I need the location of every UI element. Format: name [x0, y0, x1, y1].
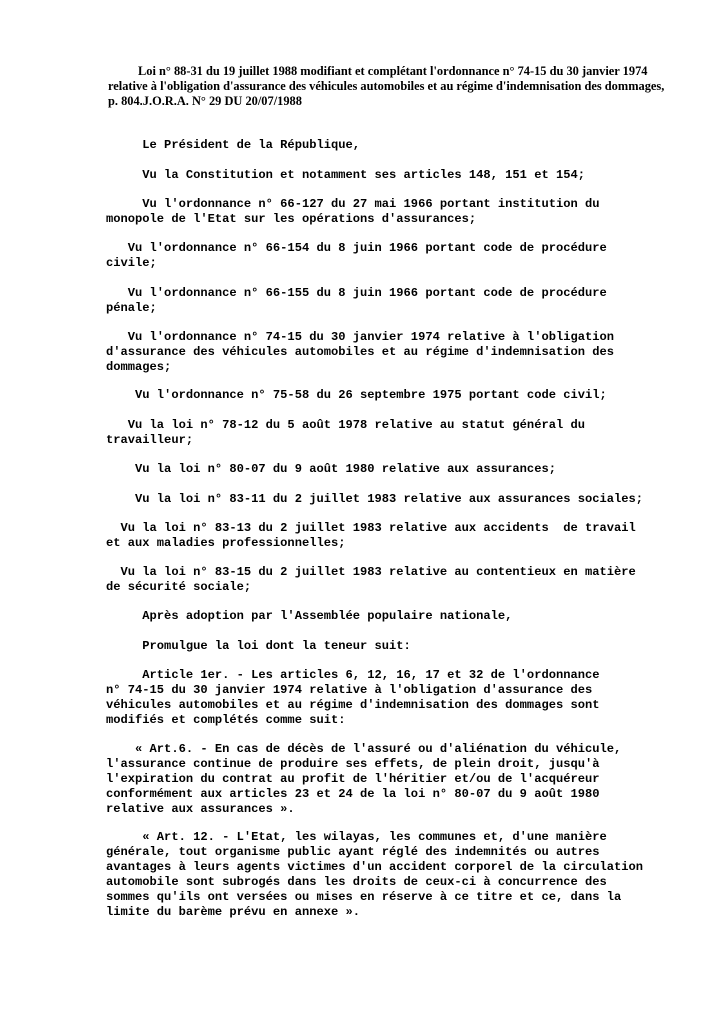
paragraph-loi-80-07 [106, 462, 696, 477]
text-line: n° 74-15 du 30 janvier 1974 relative à l'obligation d'assurance des [106, 683, 593, 697]
text-line: Vu la loi n° 83-13 du 2 juillet 1983 relative aux accidents de travail [106, 521, 636, 535]
text-line: Vu la Constitution et notamment ses articles 148, 151 et 154; [106, 168, 585, 182]
paragraph-loi-78-12 [106, 418, 696, 448]
text-line: Vu l'ordonnance n° 74-15 du 30 janvier 1974 relative à l'obligation [106, 330, 615, 344]
text-line: Vu l'ordonnance n° 75-58 du 26 septembre 1975 portant code civil; [106, 388, 607, 402]
paragraph-loi-83-15 [106, 565, 696, 595]
header-line: Loi n° 88-31 du 19 juillet 1988 modifiant et complétant l'ordonnance n° 74-15 du 30 janvier 1974 [138, 64, 648, 78]
text-line: Article 1er. - Les articles 6, 12, 16, 17 et 32 de l'ordonnance [106, 668, 600, 682]
text-line: Promulgue la loi dont la teneur suit: [106, 639, 411, 653]
text-line: « Art.6. - En cas de décès de l'assuré ou d'aliénation du véhicule, [106, 742, 622, 756]
text-line: Vu la loi n° 83-11 du 2 juillet 1983 relative aux assurances sociales; [106, 492, 644, 506]
text-line: travailleur; [106, 433, 194, 447]
text-line: d'assurance des véhicules automobiles et au régime d'indemnisation des [106, 345, 615, 359]
paragraph-ordonnance-75-58 [106, 388, 696, 403]
text-line: Vu l'ordonnance n° 66-155 du 8 juin 1966 portant code de procédure [106, 286, 607, 300]
text-line: avantages à leurs agents victimes d'un accident corporel de la circulation [106, 860, 644, 874]
text-line: Vu la loi n° 80-07 du 9 août 1980 relative aux assurances; [106, 462, 556, 476]
paragraph-adoption [106, 609, 696, 624]
text-line: l'expiration du contrat au profit de l'héritier et/ou de l'acquéreur [106, 772, 600, 786]
text-line: véhicules automobiles et au régime d'indemnisation des dommages sont [106, 698, 600, 712]
text-line: limite du barème prévu en annexe ». [106, 905, 361, 919]
text-line: dommages; [106, 360, 172, 374]
paragraph-constitution [106, 168, 696, 183]
text-line: civile; [106, 256, 157, 270]
paragraph-art-6 [106, 742, 696, 817]
paragraph-promulgation [106, 639, 696, 654]
paragraph-ordonnance-74-15 [106, 330, 696, 375]
header-line: p. 804.J.O.R.A. N° 29 DU 20/07/1988 [108, 94, 302, 108]
paragraph-loi-83-13 [106, 521, 696, 551]
text-line: Vu la loi n° 78-12 du 5 août 1978 relative au statut général du [106, 418, 585, 432]
text-line: monopole de l'Etat sur les opérations d'assurances; [106, 212, 477, 226]
text-line: Vu l'ordonnance n° 66-154 du 8 juin 1966 portant code de procédure [106, 241, 607, 255]
text-line: « Art. 12. - L'Etat, les wilayas, les communes et, d'une manière [106, 830, 607, 844]
paragraph-ordonnance-66-127 [106, 197, 696, 227]
text-line: relative aux assurances ». [106, 802, 295, 816]
text-line: sommes qu'ils ont versées ou mises en réserve à ce titre et ce, dans la [106, 890, 622, 904]
text-line: l'assurance continue de produire ses effets, de plein droit, jusqu'à [106, 757, 600, 771]
text-line: Le Président de la République, [106, 138, 361, 152]
text-line: et aux maladies professionnelles; [106, 536, 346, 550]
text-line: générale, tout organisme public ayant réglé des indemnités ou autres [106, 845, 600, 859]
header-line: relative à l'obligation d'assurance des véhicules automobiles et au régime d'indemnisation des dommages, [108, 79, 665, 93]
paragraph-loi-83-11 [106, 492, 696, 507]
text-line: pénale; [106, 301, 157, 315]
text-line: conformément aux articles 23 et 24 de la loi n° 80-07 du 9 août 1980 [106, 787, 600, 801]
paragraph-ordonnance-66-154 [106, 241, 696, 271]
text-line: de sécurité sociale; [106, 580, 252, 594]
text-line: modifiés et complétés comme suit: [106, 713, 346, 727]
paragraph-art-12 [106, 830, 696, 920]
paragraph-president [106, 138, 696, 153]
text-line: Après adoption par l'Assemblée populaire nationale, [106, 609, 513, 623]
paragraph-ordonnance-66-155 [106, 286, 696, 316]
text-line: automobile sont subrogés dans les droits de ceux-ci à concurrence des [106, 875, 607, 889]
document-header [108, 64, 708, 109]
text-line: Vu la loi n° 83-15 du 2 juillet 1983 relative au contentieux en matière [106, 565, 636, 579]
text-line: Vu l'ordonnance n° 66-127 du 27 mai 1966 portant institution du [106, 197, 600, 211]
paragraph-article-1 [106, 668, 696, 728]
